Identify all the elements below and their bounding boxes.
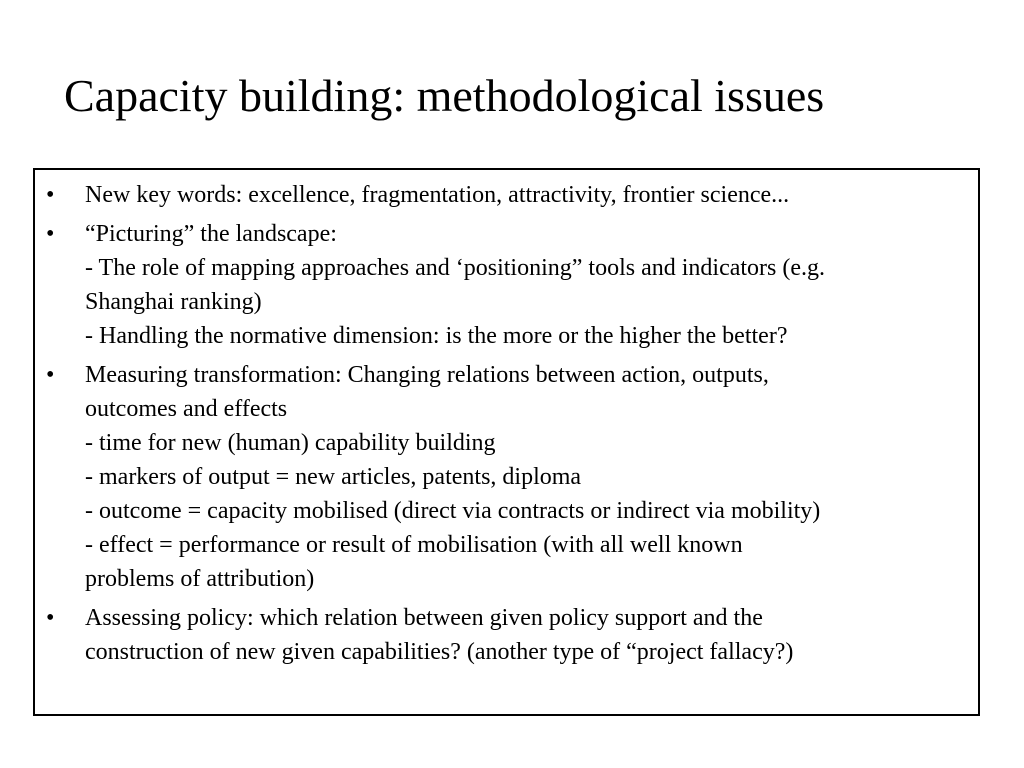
bullet-item-key-words	[35, 178, 966, 212]
bullet-item-picturing-landscape	[35, 217, 966, 353]
slide-title: Capacity building: methodological issues	[64, 70, 825, 121]
bullet-marker: •	[46, 182, 55, 208]
bullet-text-line: - time for new (human) capability building	[85, 430, 496, 456]
bullet-text-line: - Handling the normative dimension: is the more or the higher the better?	[85, 323, 788, 349]
bullet-text-line: construction of new given capabilities? (another type of “project fallacy?)	[85, 639, 794, 665]
bullet-text-line: New key words: excellence, fragmentation, attractivity, frontier science...	[85, 182, 790, 208]
bullet-text-line: - effect = performance or result of mobilisation (with all well known	[85, 532, 743, 558]
bullet-text-line: outcomes and effects	[85, 396, 288, 422]
bullet-item-measuring-transformation	[35, 358, 966, 596]
bullet-item-assessing-policy	[35, 601, 966, 669]
bullet-text-line: Assessing policy: which relation between given policy support and the	[85, 605, 763, 631]
bullet-text-line: - outcome = capacity mobilised (direct via contracts or indirect via mobility)	[85, 498, 821, 524]
bullet-marker: •	[46, 362, 55, 388]
bullet-text-line: - The role of mapping approaches and ‘positioning” tools and indicators (e.g.	[85, 255, 826, 281]
bullet-text-line: Measuring transformation: Changing relations between action, outputs,	[85, 362, 769, 388]
bullet-text-line: problems of attribution)	[85, 566, 315, 592]
bullet-marker: •	[46, 221, 55, 247]
bullet-marker: •	[46, 605, 55, 631]
bullet-text-line: - markers of output = new articles, patents, diploma	[85, 464, 582, 490]
bullet-text-line: Shanghai ranking)	[85, 289, 262, 315]
content-box	[33, 168, 980, 716]
bullet-text-line: “Picturing” the landscape:	[85, 221, 337, 247]
bullet-list	[35, 170, 978, 669]
